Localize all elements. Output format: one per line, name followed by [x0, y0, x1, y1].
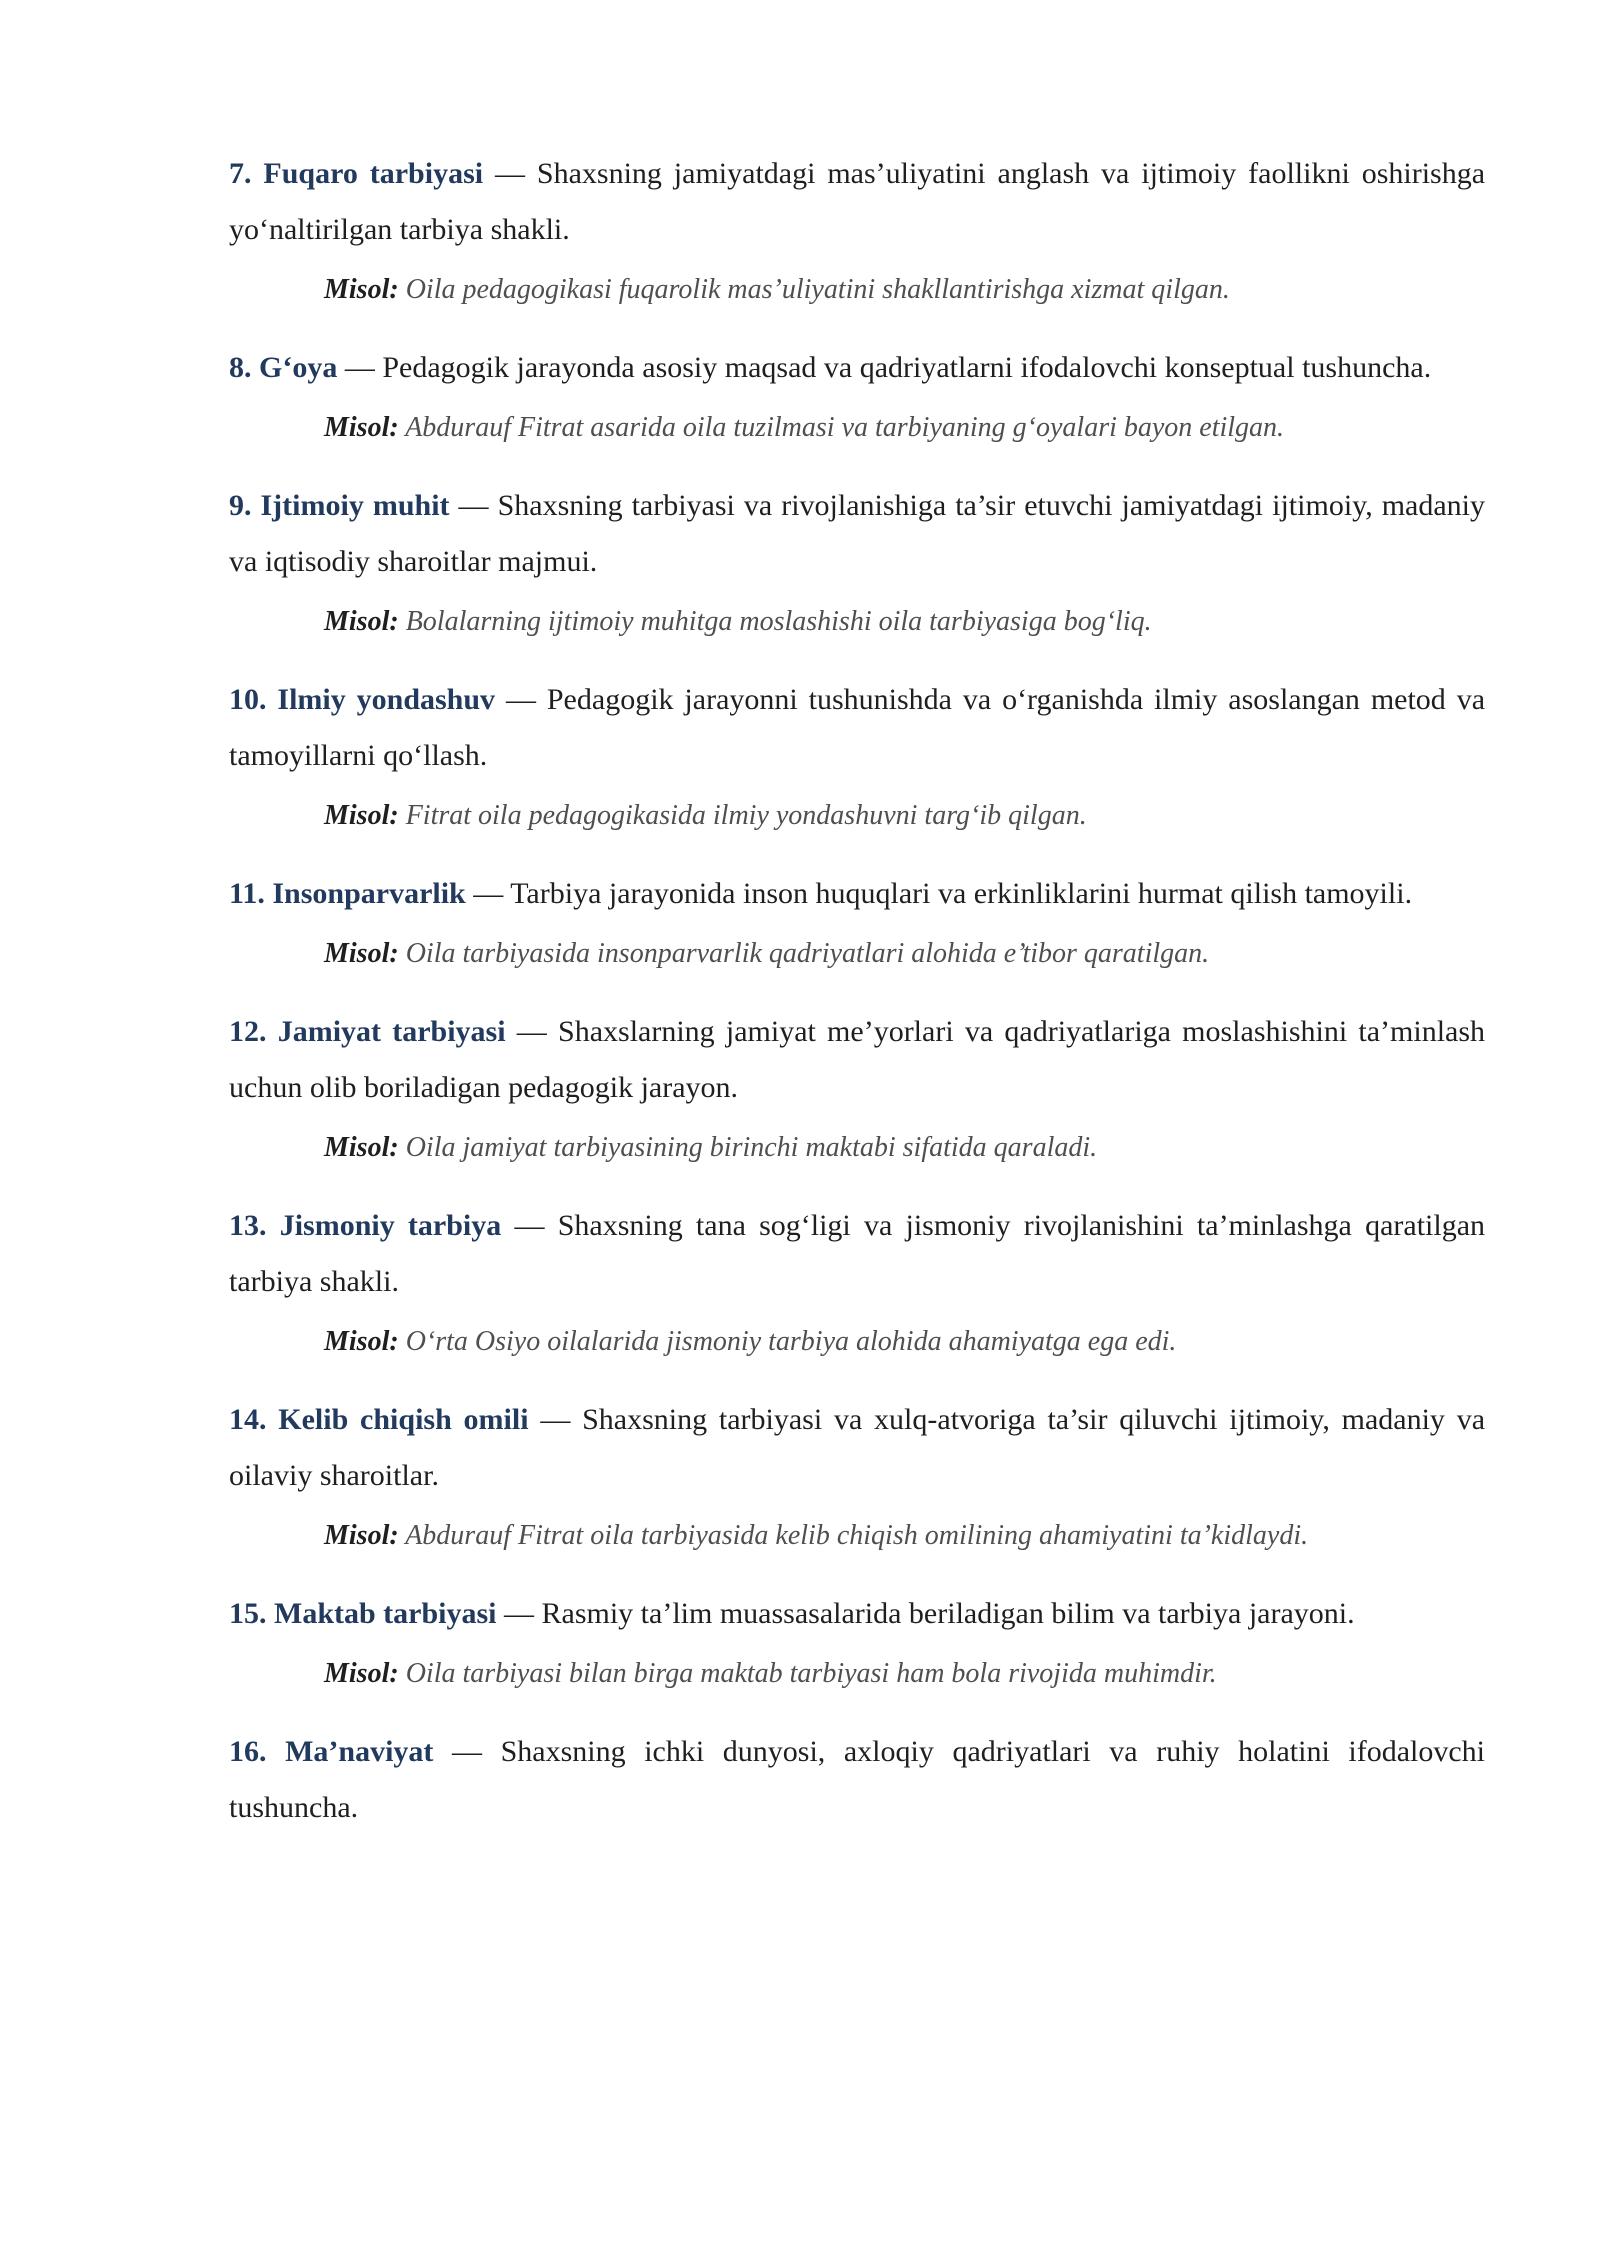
- example-label: Misol:: [324, 1658, 399, 1689]
- definition-text: Shaxsning jamiyatdagi mas’uliyatini anglash va ijtimoiy faollikni oshirishga yo‘naltirilgan tarbiya shakli.: [229, 157, 1486, 246]
- example-label: Misol:: [324, 606, 399, 637]
- entry-term: 16. Ma’naviyat: [229, 1735, 434, 1768]
- glossary-entry: [229, 1004, 1485, 1166]
- example-label: Misol:: [324, 800, 399, 831]
- example-label: Misol:: [324, 938, 399, 969]
- example-label: Misol:: [324, 412, 399, 443]
- em-dash: —: [344, 351, 375, 384]
- glossary-page: [229, 146, 1485, 1868]
- example-label: Misol:: [324, 1132, 399, 1163]
- entry-definition: [229, 1198, 1485, 1310]
- definition-text: Shaxsning tana sog‘ligi va jismoniy rivojlanishini ta’minlashga qaratilgan tarbiya shakli.: [229, 1209, 1486, 1298]
- entry-example: [324, 1324, 1485, 1360]
- entry-term: 14. Kelib chiqish omili: [229, 1403, 529, 1436]
- glossary-entry: [229, 1724, 1485, 1836]
- entry-term: 13. Jismoniy tarbiya: [229, 1209, 502, 1242]
- em-dash: —: [473, 877, 504, 910]
- example-text: Oila jamiyat tarbiyasining birinchi maktabi sifatida qaraladi.: [405, 1132, 1098, 1163]
- example-label: Misol:: [324, 1520, 399, 1551]
- entry-example: [324, 798, 1485, 834]
- entry-definition: [229, 1724, 1485, 1836]
- entry-term: 15. Maktab tarbiyasi: [229, 1597, 497, 1630]
- glossary-entry: [229, 1198, 1485, 1360]
- example-text: Fitrat oila pedagogikasida ilmiy yondashuvni targ‘ib qilgan.: [405, 800, 1087, 831]
- entry-definition: [229, 1392, 1485, 1504]
- em-dash: —: [495, 157, 525, 190]
- entry-definition: [229, 1586, 1485, 1642]
- entry-example: [324, 936, 1485, 972]
- definition-text: Rasmiy ta’lim muassasalarida beriladigan bilim va tarbiya jarayoni.: [541, 1597, 1355, 1630]
- entry-definition: [229, 478, 1485, 590]
- definition-text: Shaxsning tarbiyasi va rivojlanishiga ta’sir etuvchi jamiyatdagi ijtimoiy, madaniy va iqtisodiy sharoitlar majmui.: [229, 489, 1486, 578]
- entry-example: [324, 410, 1485, 446]
- example-label: Misol:: [324, 1326, 399, 1357]
- definition-text: Shaxsning ichki dunyosi, axloqiy qadriyatlari va ruhiy holatini ifodalovchi tushuncha.: [229, 1735, 1485, 1824]
- entry-term: 7. Fuqaro tarbiyasi: [229, 157, 484, 190]
- em-dash: —: [505, 683, 536, 716]
- entry-example: [324, 1130, 1485, 1166]
- entry-term: 9. Ijtimoiy muhit: [229, 489, 450, 522]
- glossary-entry: [229, 866, 1485, 972]
- entry-example: [324, 272, 1485, 308]
- em-dash: —: [514, 1209, 545, 1242]
- entry-definition: [229, 672, 1485, 784]
- example-text: Abdurauf Fitrat oila tarbiyasida kelib chiqish omilining ahamiyatini ta’kidlaydi.: [405, 1520, 1309, 1551]
- example-label: Misol:: [324, 274, 399, 305]
- glossary-entry: [229, 1392, 1485, 1554]
- glossary-entry: [229, 1586, 1485, 1692]
- em-dash: —: [452, 1735, 482, 1768]
- glossary-entry: [229, 672, 1485, 834]
- definition-text: Shaxslarning jamiyat me’yorlari va qadriyatlariga moslashishini ta’minlash uchun olib boriladigan pedagogik jarayon.: [229, 1015, 1486, 1104]
- definition-text: Pedagogik jarayonda asosiy maqsad va qadriyatlarni ifodalovchi konseptual tushuncha.: [382, 351, 1432, 384]
- example-text: O‘rta Osiyo oilalarida jismoniy tarbiya alohida ahamiyatga ega edi.: [405, 1326, 1177, 1357]
- entry-example: [324, 1518, 1485, 1554]
- entry-definition: [229, 866, 1485, 922]
- definition-text: Shaxsning tarbiyasi va xulq-atvoriga ta’sir qiluvchi ijtimoiy, madaniy va oilaviy sharoitlar.: [229, 1403, 1486, 1492]
- entry-example: [324, 1656, 1485, 1692]
- example-text: Oila pedagogikasi fuqarolik mas’uliyatini shakllantirishga xizmat qilgan.: [405, 274, 1230, 305]
- definition-text: Tarbiya jarayonida inson huquqlari va erkinliklarini hurmat qilish tamoyili.: [510, 877, 1413, 910]
- entry-term: 12. Jamiyat tarbiyasi: [229, 1015, 506, 1048]
- entry-term: 8. G‘oya: [229, 351, 338, 384]
- entry-definition: [229, 340, 1485, 396]
- example-text: Abdurauf Fitrat asarida oila tuzilmasi va tarbiyaning g‘oyalari bayon etilgan.: [405, 412, 1285, 443]
- entry-definition: [229, 146, 1485, 258]
- entry-example: [324, 604, 1485, 640]
- em-dash: —: [516, 1015, 547, 1048]
- example-text: Oila tarbiyasi bilan birga maktab tarbiyasi ham bola rivojida muhimdir.: [405, 1658, 1217, 1689]
- em-dash: —: [540, 1403, 571, 1436]
- em-dash: —: [504, 1597, 535, 1630]
- entry-term: 11. Insonparvarlik: [229, 877, 466, 910]
- glossary-entry: [229, 340, 1485, 446]
- entry-definition: [229, 1004, 1485, 1116]
- glossary-entry: [229, 478, 1485, 640]
- em-dash: —: [458, 489, 489, 522]
- entry-term: 10. Ilmiy yondashuv: [229, 683, 496, 716]
- definition-text: Pedagogik jarayonni tushunishda va o‘rganishda ilmiy asoslangan metod va tamoyillarni qo‘llash.: [229, 683, 1486, 772]
- example-text: Bolalarning ijtimoiy muhitga moslashishi oila tarbiyasiga bog‘liq.: [405, 606, 1152, 637]
- example-text: Oila tarbiyasida insonparvarlik qadriyatlari alohida e’tibor qaratilgan.: [405, 938, 1210, 969]
- glossary-entry: [229, 146, 1485, 308]
